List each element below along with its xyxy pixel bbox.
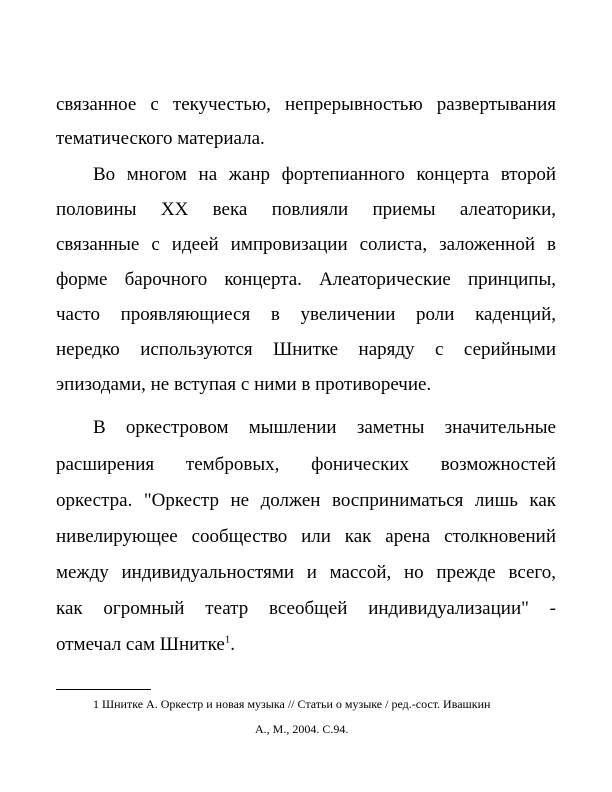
- footnote-text: 1 Шнитке А. Оркестр и новая музыка // Статьи о музыке / ред.-сост. Ивашкин: [93, 697, 491, 711]
- text-line: эпизодами, не вступая с ними в противоречие.: [56, 374, 432, 395]
- text-line: связанное с текучестью, непрерывностью развертывания: [56, 94, 556, 115]
- text-line: связанные с идеей импровизации солиста, заложенной в: [56, 234, 556, 255]
- text-line: тематического материала.: [56, 128, 265, 149]
- footnote-reference[interactable]: 1: [224, 633, 231, 646]
- text-line: В оркестровом мышлении заметны значительные: [93, 417, 556, 438]
- text-line-content: отмечал сам Шнитке: [56, 634, 225, 655]
- text-line: нередко используются Шнитке наряду с серийными: [56, 339, 556, 360]
- text-line: оркестра. "Оркестр не должен восприниматься лишь как: [56, 490, 556, 511]
- footnote-text-continued: А., М., 2004. С.94.: [255, 722, 349, 736]
- footnote-separator: [56, 689, 151, 690]
- text-line: расширения тембровых, фонических возможностей: [56, 454, 556, 475]
- text-line: часто проявляющиеся в увеличении роли каденций,: [56, 304, 556, 325]
- text-line: нивелирующее сообщество или как арена столкновений: [56, 526, 556, 547]
- text-line: половины XX века повлияли приемы алеаторики,: [56, 199, 556, 220]
- text-line: форме барочного концерта. Алеаторические принципы,: [56, 269, 556, 290]
- text-line: как огромный театр всеобщей индивидуализации" -: [56, 598, 556, 619]
- text-line: между индивидуальностями и массой, но прежде всего,: [56, 562, 556, 583]
- text-line: Во многом на жанр фортепианного концерта второй: [93, 164, 556, 185]
- text-line-last: отмечал сам Шнитке$^1$.: [56, 633, 236, 655]
